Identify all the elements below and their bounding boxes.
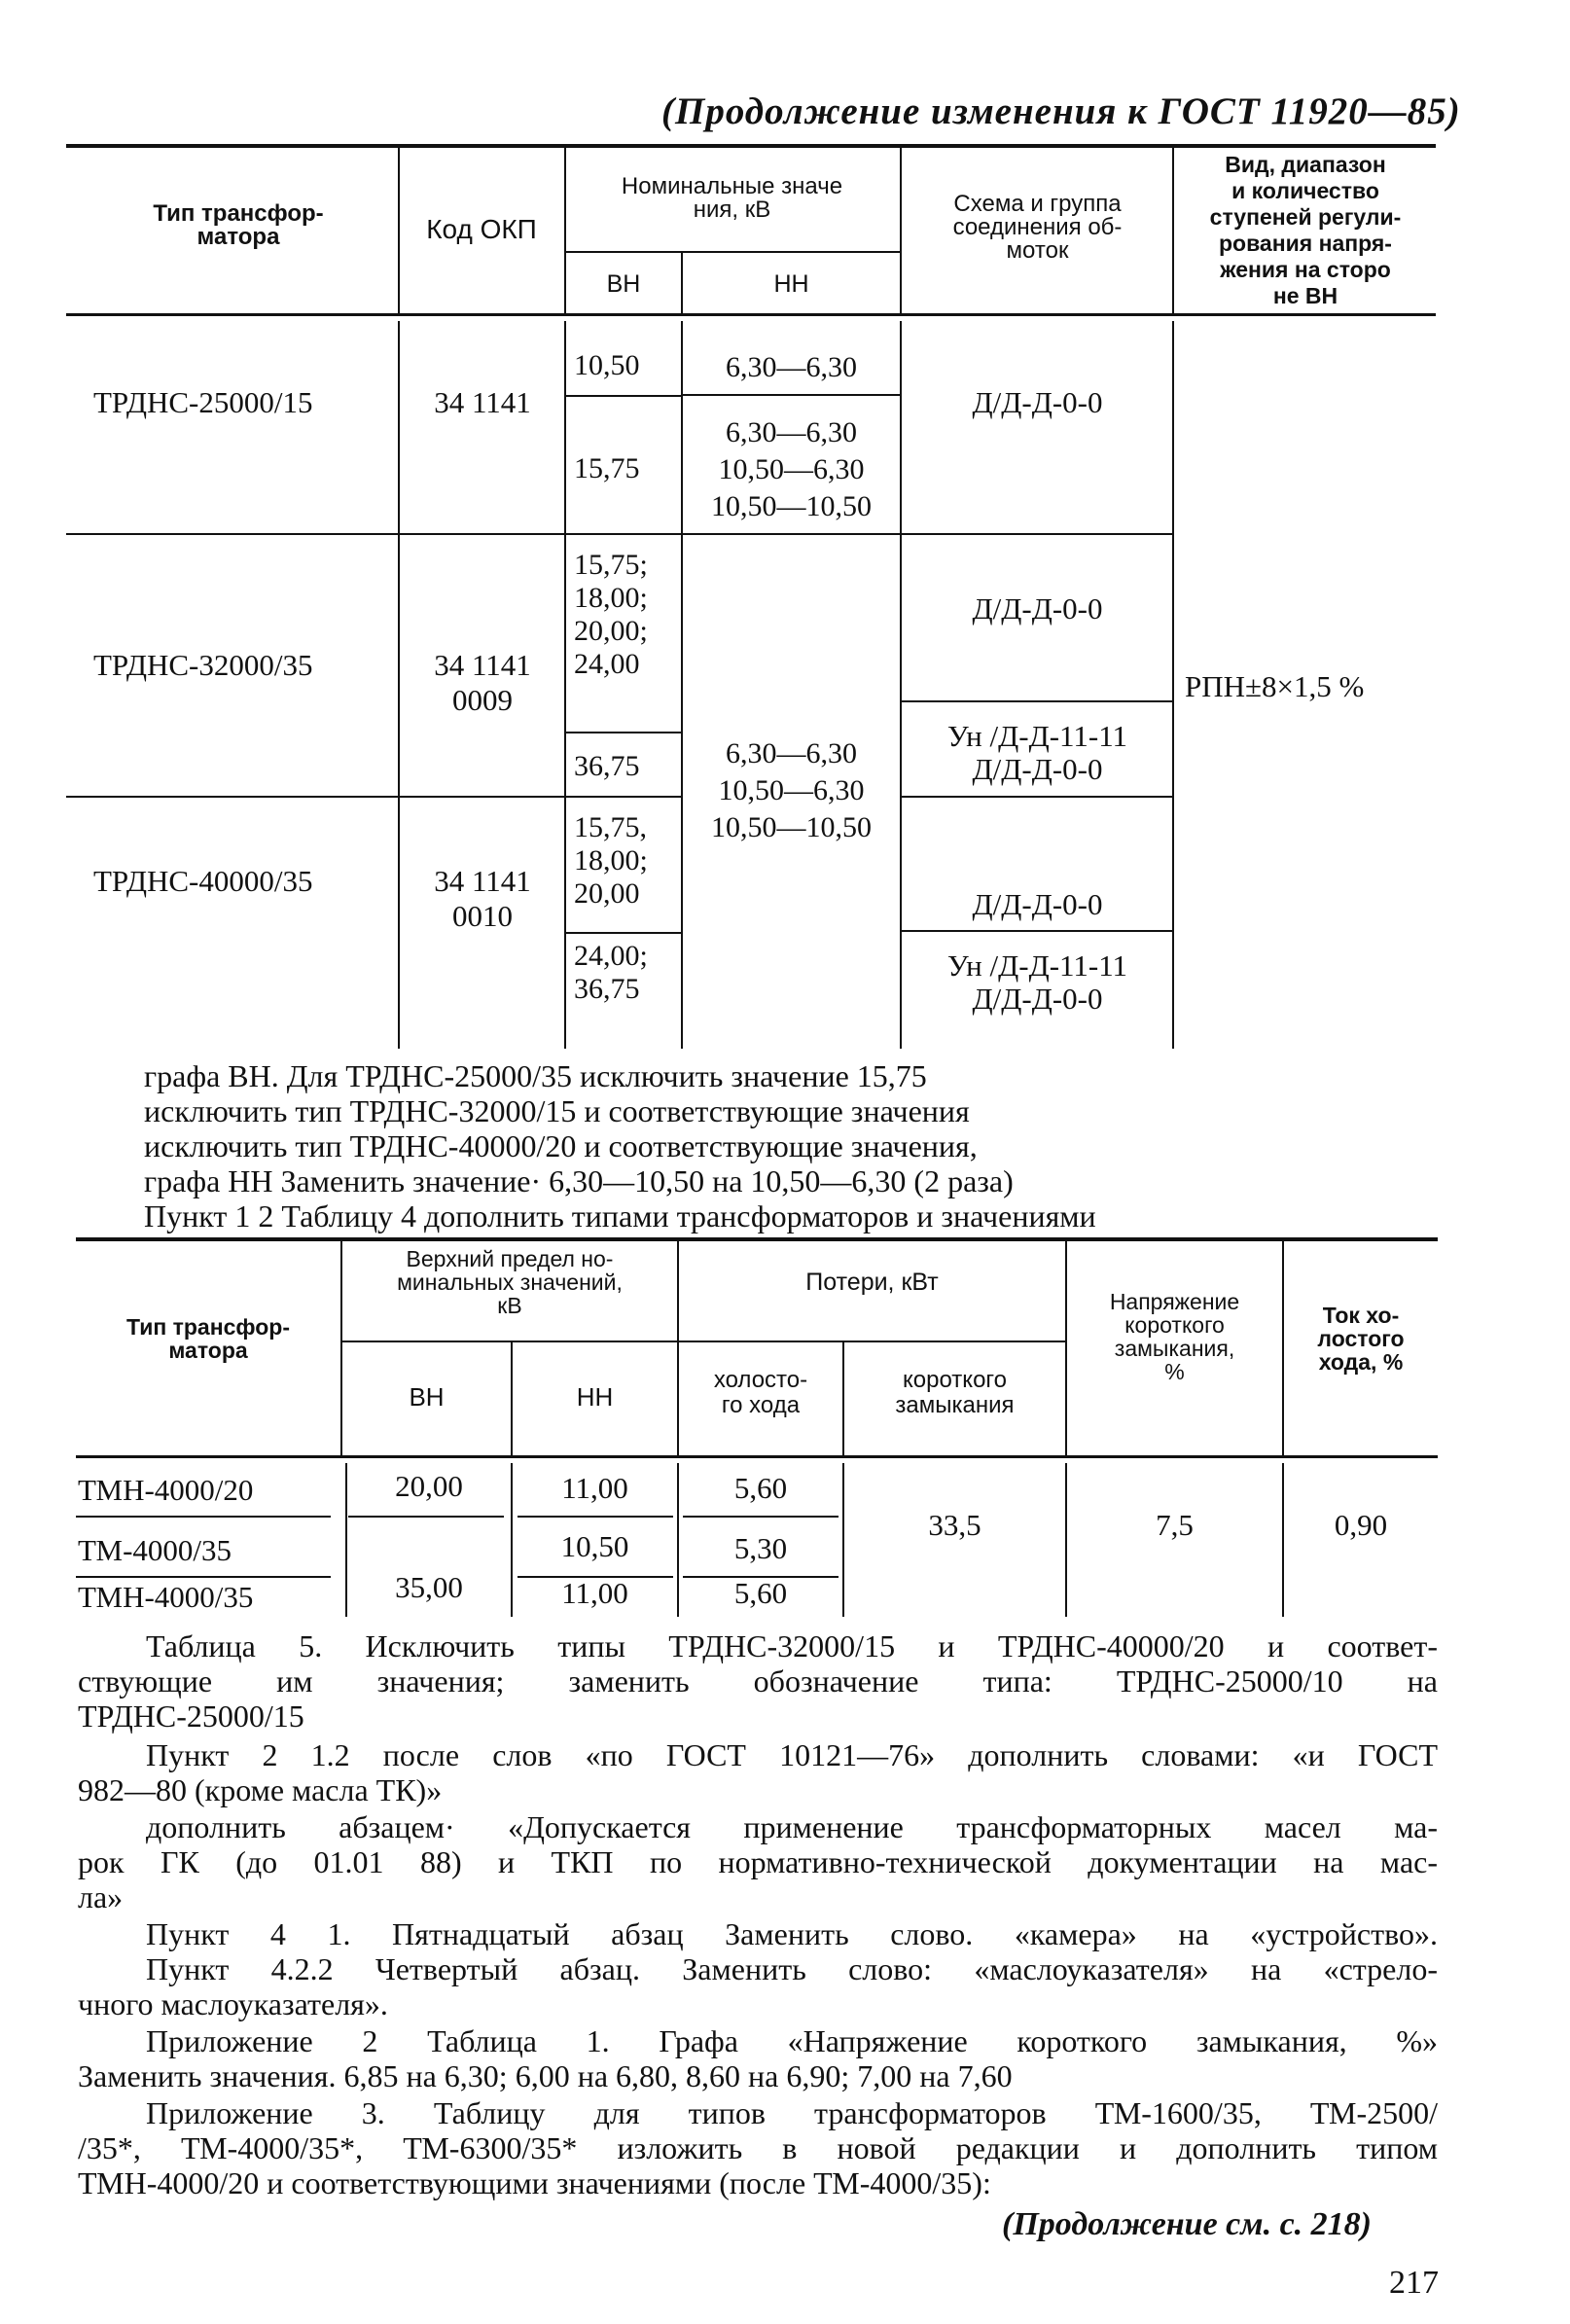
t2-nn-sep-1 <box>517 1516 673 1518</box>
t2-row2-idle: 5,30 <box>733 1531 788 1565</box>
t1-row2-okp: 34 1141 0009 <box>434 648 531 717</box>
t1-nn-b: 6,30—6,30 10,50—6,30 10,50—10,50 <box>711 416 872 522</box>
t1-scheme-sep-4 <box>900 930 1172 932</box>
t1-row-sep-1 <box>66 533 564 535</box>
t1-vn-a: 10,50 <box>574 349 640 381</box>
p5-line-2: Заменить значения. 6,85 на 6,30; 6,00 на 6,80, 8,60 на 6,90; 7,00 на 7,60 <box>78 2058 1013 2093</box>
t1-scheme-sep-1 <box>900 533 1172 535</box>
t1-header-scheme: Схема и группа соединения об- моток <box>952 191 1123 264</box>
t1-scheme-c: Ун /Д-Д-11-11 Д/Д-Д-0-0 <box>946 719 1128 786</box>
t2-voltage: 7,5 <box>1156 1508 1194 1542</box>
t2-header-nn: НН <box>576 1382 614 1412</box>
table1-subheader-line <box>564 251 900 253</box>
t2-row1-nn: 11,00 <box>561 1471 628 1505</box>
t2-row3-type: ТМН-4000/35 <box>78 1580 254 1614</box>
t2-subheader-line <box>340 1341 1065 1342</box>
table1-header-bottom <box>66 313 1436 316</box>
p6-line-3: ТМН-4000/20 и соответствующими значениями (после ТМ-4000/35): <box>78 2165 991 2200</box>
t2-header-bottom <box>76 1455 1438 1458</box>
t2-row3-nn: 11,00 <box>561 1576 628 1610</box>
t1-vn-b: 15,75 <box>574 452 640 484</box>
t1-vn-c: 15,75; 18,00; 20,00; 24,00 <box>574 549 648 680</box>
t2-row1-idle: 5,60 <box>733 1471 788 1505</box>
t1-scheme-a: Д/Д-Д-0-0 <box>972 385 1103 419</box>
t2-idle-sep-1 <box>683 1516 839 1518</box>
p2-line-2: 982—80 (кроме масла ТК)» <box>78 1772 443 1807</box>
p5-line-1: Приложение 2 Таблица 1. Графа «Напряжение короткого замыкания, %» <box>146 2023 1438 2058</box>
t2-type-sep-1 <box>76 1516 331 1518</box>
t1-row3-okp: 34 1141 0010 <box>434 864 531 933</box>
t1-vn-sep-3 <box>564 732 681 733</box>
t2-row2-vn: 35,00 <box>395 1570 463 1604</box>
t1-header-type: Тип трансфор- матора <box>153 200 324 250</box>
p4-line-1: Пункт 4 1. Пятнадцатый абзац Заменить слово. «камера» на «устройство». <box>146 1916 1438 1951</box>
t2-header-current: Ток хо- лостого хода, % <box>1317 1303 1405 1375</box>
t1-vn-f: 24,00; 36,75 <box>574 940 648 1005</box>
p3-line-1: дополнить абзацем· «Допускается применение трансформаторных масел ма- <box>146 1809 1438 1844</box>
t1-scheme-sep-2 <box>900 700 1172 702</box>
table1-top-border <box>66 144 1436 148</box>
t1-nn-sep-a <box>683 394 900 396</box>
p6-line-1: Приложение 3. Таблицу для типов трансформаторов ТМ-1600/35, ТМ-2500/ <box>146 2095 1438 2130</box>
p3-line-2: рок ГК (до 01.01 88) и ТКП по нормативно-технической документации на мас- <box>78 1844 1438 1879</box>
t2-header-type: Тип трансфор- матора <box>126 1314 290 1363</box>
mid-line-3: исключить тип ТРДНС-40000/20 и соответствующие значения, <box>144 1128 978 1163</box>
t2-row1-vn: 20,00 <box>395 1469 463 1503</box>
t1-row1-okp: 34 1141 <box>434 385 531 419</box>
p1-line-3: ТРДНС-25000/15 <box>78 1698 304 1734</box>
t1-row2-type: ТРДНС-32000/35 <box>93 648 313 682</box>
t1-header-regulation: Вид, диапазон и количество ступеней регули- рования напря- жения на сторо не ВН <box>1209 152 1402 308</box>
t1-vn-e: 15,75, 18,00; 20,00 <box>574 811 648 910</box>
p1-line-1: Таблица 5. Исключить типы ТРДНС-32000/15 и ТРДНС-40000/20 и соответ- <box>146 1628 1438 1663</box>
t1-nn-a: 6,30—6,30 <box>726 351 857 383</box>
mid-line-5: Пункт 1 2 Таблицу 4 дополнить типами трансформаторов и значениями <box>144 1198 1096 1234</box>
mid-line-1: графа ВН. Для ТРДНС-25000/35 исключить значение 15,75 <box>144 1058 927 1093</box>
mid-line-2: исключить тип ТРДНС-32000/15 и соответствующие значения <box>144 1093 970 1128</box>
t1-header-nn: НН <box>773 270 809 298</box>
t1-vn-sep-1 <box>564 395 681 397</box>
p6-line-2: /35*, ТМ-4000/35*, ТМ-6300/35* изложить в новой редакции и дополнить типом <box>78 2130 1438 2165</box>
t2-row1-type: ТМН-4000/20 <box>78 1473 254 1507</box>
p4-line-2: Пункт 4.2.2 Четвертый абзац. Заменить слово: «маслоуказателя» на «стрело- <box>146 1951 1438 1986</box>
t2-row3-idle: 5,60 <box>733 1576 788 1610</box>
mid-line-4: графа НН Заменить значение· 6,30—10,50 на 10,50—6,30 (2 раза) <box>144 1163 1014 1198</box>
t1-nn-sep <box>683 533 900 535</box>
t2-header-vn: ВН <box>409 1382 445 1412</box>
p2-line-1: Пункт 2 1.2 после слов «по ГОСТ 10121—76» дополнить словами: «и ГОСТ <box>146 1737 1438 1772</box>
t2-header-losses: Потери, кВт <box>805 1269 939 1296</box>
t1-vn-sep-5 <box>564 932 681 934</box>
t2-header-voltage: Напряжение короткого замыкания, % <box>1109 1289 1240 1384</box>
t1-row1-type: ТРДНС-25000/15 <box>93 385 313 419</box>
t1-scheme-b: Д/Д-Д-0-0 <box>972 591 1103 626</box>
p1-line-2: ствующие им значения; заменить обозначение типа: ТРДНС-25000/10 на <box>78 1663 1438 1698</box>
t1-vn-d: 36,75 <box>574 750 640 782</box>
t1-body-v1 <box>398 321 400 1049</box>
t1-body-v2 <box>564 321 566 1049</box>
t1-scheme-e: Ун /Д-Д-11-11 Д/Д-Д-0-0 <box>946 948 1128 1016</box>
continuation-header: (Продолжение изменения к ГОСТ 11920—85) <box>661 90 1461 132</box>
t2-top-border <box>76 1237 1438 1241</box>
t1-nn-c: 6,30—6,30 10,50—6,30 10,50—10,50 <box>711 737 872 843</box>
t1-header-okp: Код ОКП <box>426 214 537 244</box>
t2-short: 33,5 <box>928 1508 981 1542</box>
continuation-footer: (Продолжение см. с. 218) <box>1002 2206 1372 2242</box>
t1-hdr-v5 <box>1172 148 1174 313</box>
page-number: 217 <box>1389 2265 1439 2301</box>
t1-body-v4 <box>900 321 902 1049</box>
t2-current: 0,90 <box>1334 1508 1388 1542</box>
t2-type-sep-2 <box>76 1576 331 1578</box>
t2-vn-sep <box>348 1516 504 1518</box>
p3-line-3: ла» <box>78 1879 124 1914</box>
t2-header-upper: Верхний предел но- минальных значений, кВ <box>397 1246 623 1318</box>
t1-row-sep-2 <box>66 796 564 798</box>
t2-header-idle: холосто- го хода <box>713 1367 808 1418</box>
t1-header-vn: ВН <box>606 270 641 298</box>
t1-scheme-d: Д/Д-Д-0-0 <box>972 887 1103 921</box>
t2-header-short: короткого замыкания <box>895 1367 1015 1418</box>
t1-header-nominal: Номинальные значе ния, кВ <box>621 173 843 223</box>
t1-regulation: РПН±8×1,5 % <box>1185 669 1365 703</box>
t1-hdr-v4 <box>900 148 902 313</box>
t1-body-v5 <box>1172 321 1174 1049</box>
p4-line-3: чного маслоуказателя». <box>78 1986 388 2021</box>
t1-scheme-sep-3 <box>900 796 1172 798</box>
t1-row3-type: ТРДНС-40000/35 <box>93 864 313 898</box>
t1-vn-sep-4 <box>564 796 681 798</box>
t2-row2-nn: 10,50 <box>560 1529 629 1563</box>
t2-row2-type: ТМ-4000/35 <box>78 1533 232 1567</box>
t1-vn-sep-2 <box>564 533 681 535</box>
